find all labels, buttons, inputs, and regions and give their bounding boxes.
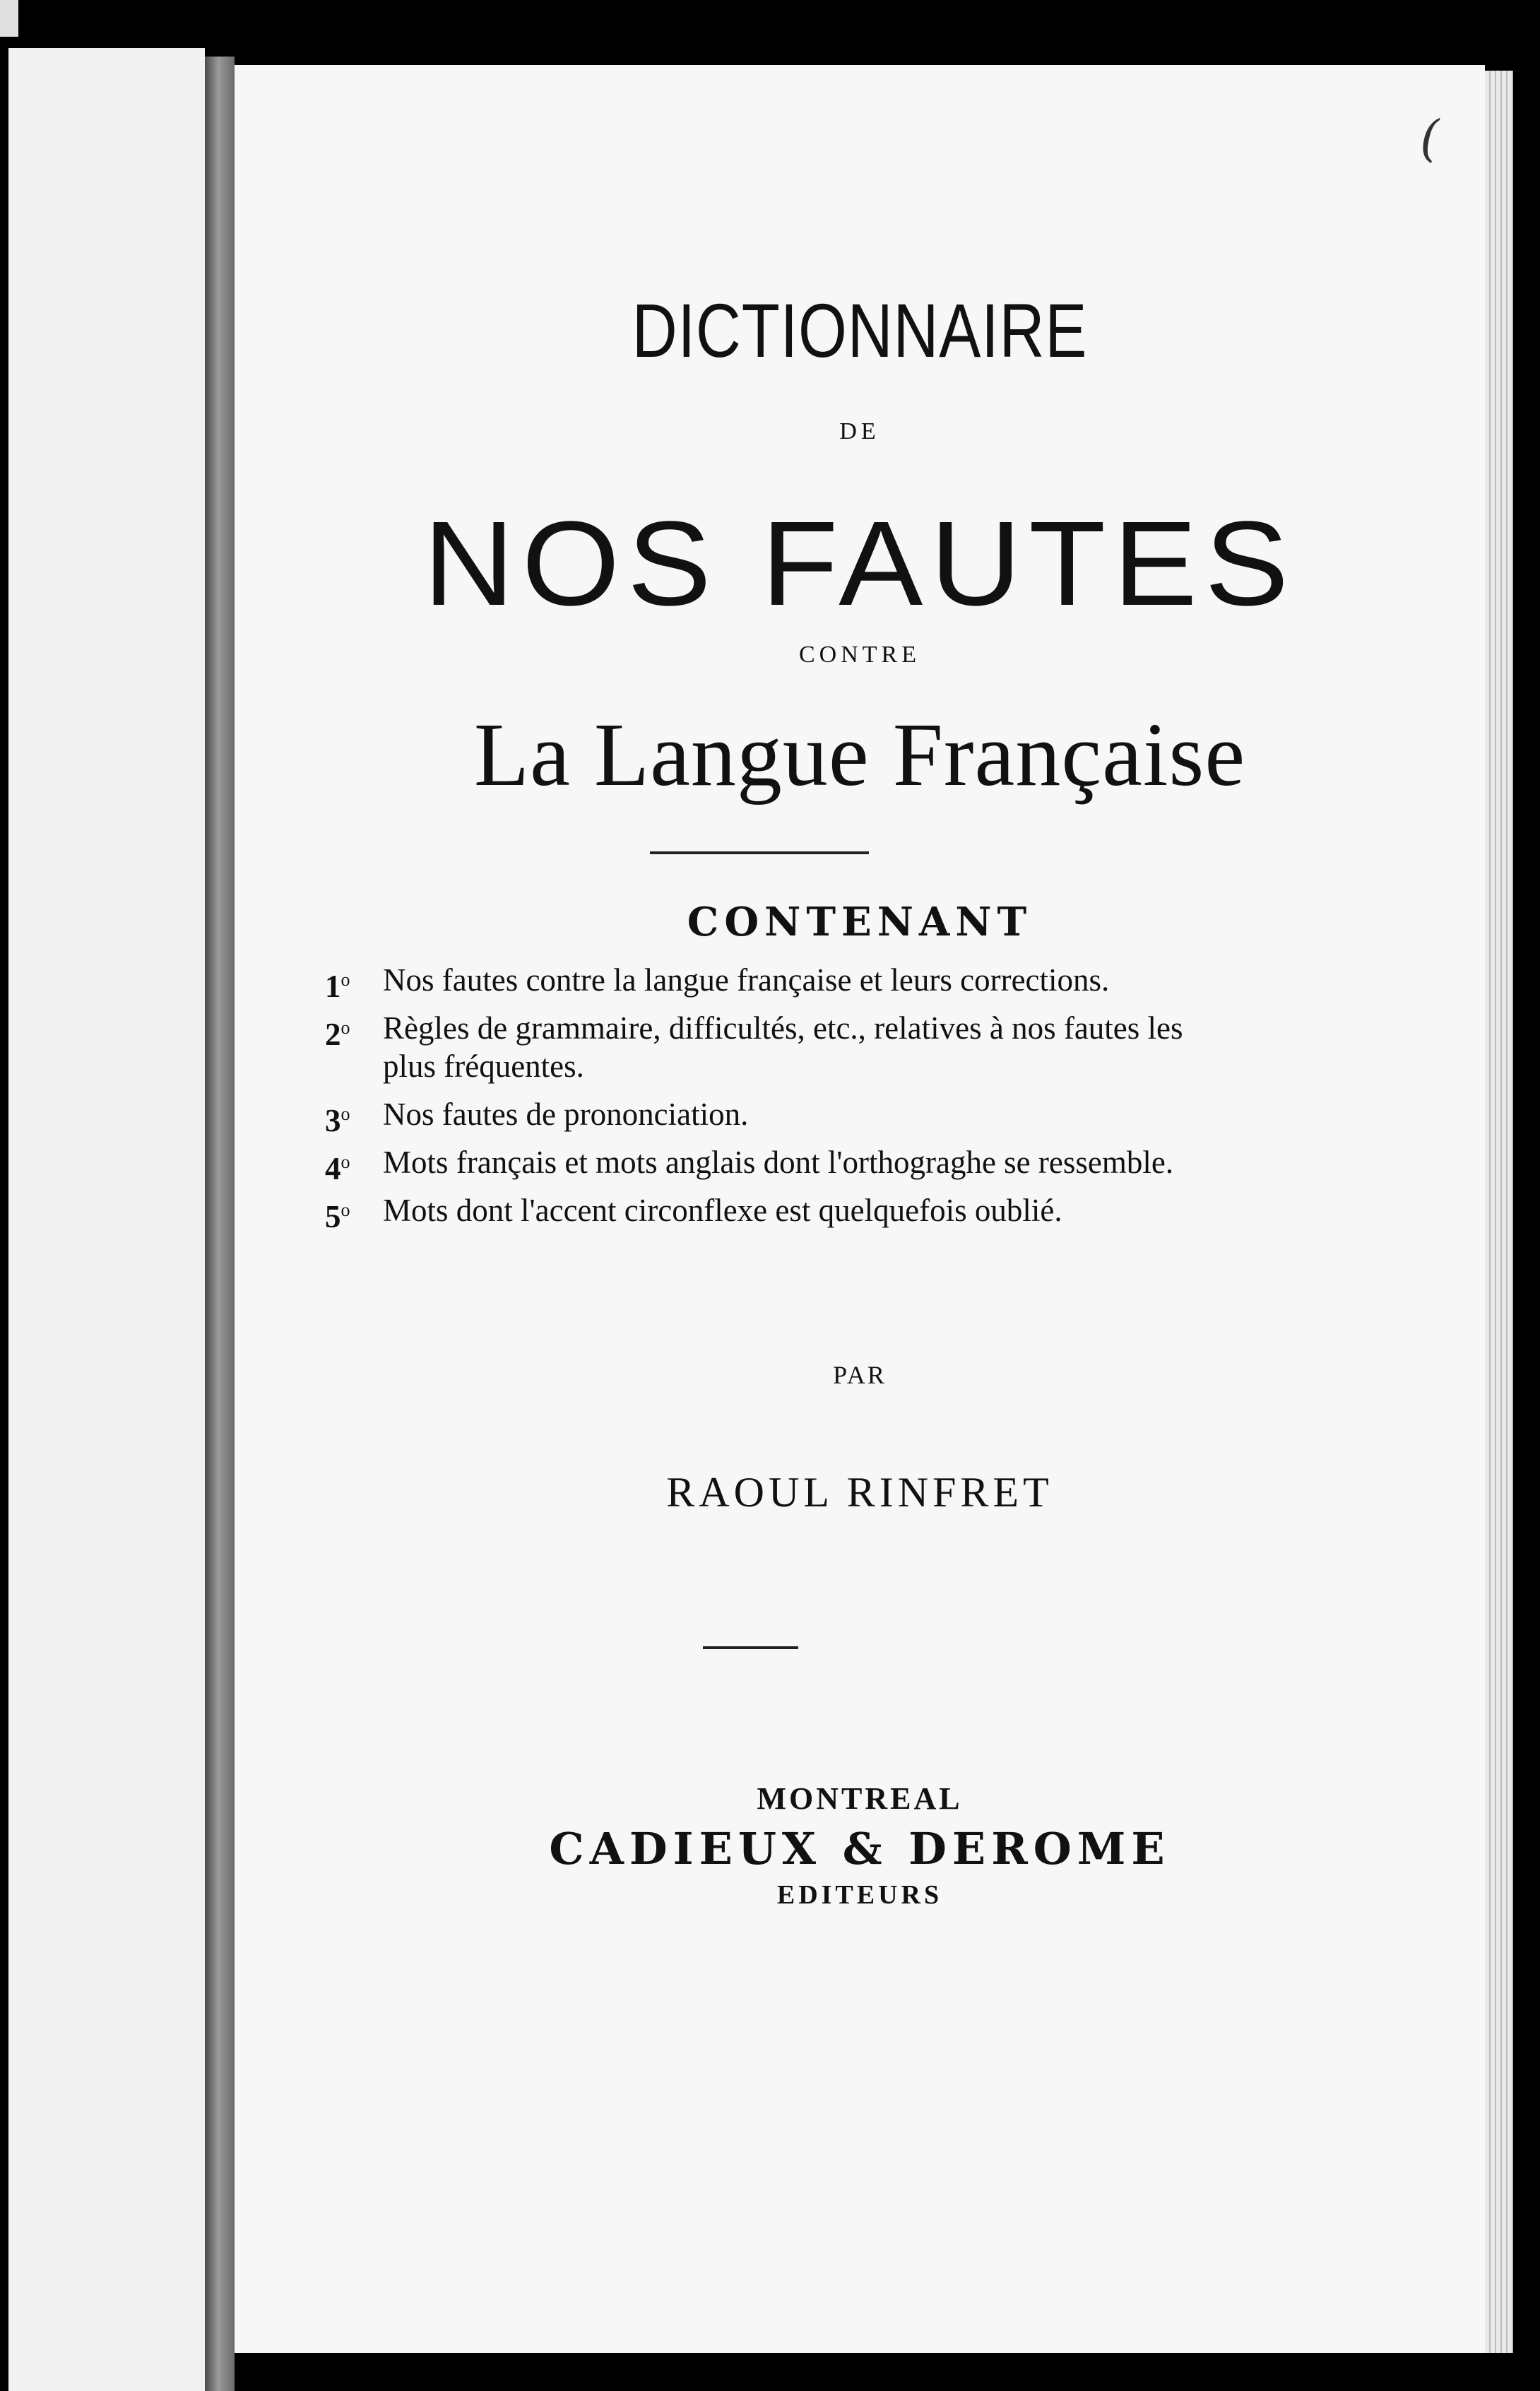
item-number: 1$^o$ xyxy=(325,969,350,1004)
item-text: Mots français et mots anglais dont l'orthograghe se ressemble. xyxy=(383,1145,1174,1180)
item-number: 2$^o$ xyxy=(325,1017,350,1052)
item-text: Nos fautes contre la langue française et leurs corrections. xyxy=(383,962,1110,998)
title-nos-fautes: NOS FAUTES xyxy=(423,497,1296,631)
item-text: Règles de grammaire, difficultés, etc., relatives à nos fautes les plus fréquentes. xyxy=(383,1010,1183,1084)
item-text: Nos fautes de prononciation. xyxy=(383,1097,749,1132)
title-connector-contre: CONTRE xyxy=(799,642,920,668)
list-item xyxy=(325,961,1215,1004)
title-dictionnaire: DICTIONNAIRE xyxy=(632,288,1088,373)
imprint-city: MONTREAL xyxy=(757,1781,963,1816)
item-number: 5$^o$ xyxy=(325,1199,350,1234)
facing-page xyxy=(8,48,205,2391)
byline-par: PAR xyxy=(833,1361,887,1389)
imprint-role: EDITEURS xyxy=(776,1880,943,1910)
title-connector-de: DE xyxy=(839,418,880,444)
item-number: 3$^o$ xyxy=(325,1103,350,1138)
contents-list xyxy=(325,961,1215,1239)
contents-heading: CONTENANT xyxy=(687,899,1033,945)
title-langue-francaise: La Langue Française xyxy=(473,704,1246,805)
list-item xyxy=(325,1009,1215,1085)
list-item xyxy=(325,1143,1215,1186)
book-gutter xyxy=(205,57,235,2391)
scan-corner-mark xyxy=(0,0,18,37)
author-name: RAOUL RINFRET xyxy=(666,1469,1053,1516)
imprint-publisher: CADIEUX & DEROME xyxy=(549,1823,1171,1875)
item-number: 4$^o$ xyxy=(325,1151,350,1186)
item-text: Mots dont l'accent circonflexe est quelquefois oublié. xyxy=(383,1193,1062,1228)
divider-rule xyxy=(703,1646,798,1649)
list-item xyxy=(325,1095,1215,1138)
page-edges xyxy=(1485,71,1513,2353)
divider-rule xyxy=(650,851,869,854)
list-item xyxy=(325,1191,1215,1234)
pencil-mark: ( xyxy=(1420,110,1440,167)
